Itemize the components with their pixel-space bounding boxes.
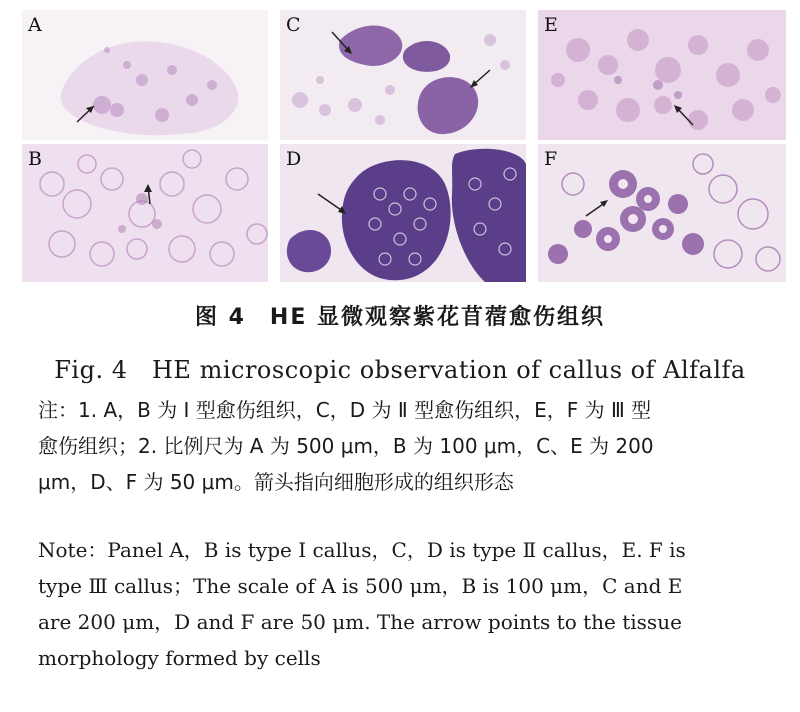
panel-label: D: [286, 148, 302, 170]
micrograph-b: [22, 144, 268, 282]
note-chinese: [38, 392, 768, 500]
panel-label: E: [544, 14, 558, 36]
micrograph-e: [538, 10, 786, 140]
figure-caption-english: Fig. 4 HE microscopic observation of callus of Alfalfa: [54, 356, 746, 384]
panel-label: F: [544, 148, 558, 170]
figure-caption-chinese: 图 4 HE 显微观察紫花苜蓿愈伤组织: [194, 305, 606, 330]
panel-e: [538, 10, 786, 140]
note-line: 愈伤组织；2. 比例尺为 A 为 500 μm，B 为 100 μm，C、E 为 200: [38, 434, 654, 458]
panel-label: B: [28, 148, 42, 170]
panel-f: [538, 144, 786, 282]
note-line: are 200 μm，D and F are 50 μm. The arrow points to the tissue: [38, 610, 682, 634]
note-line: Note：Panel A，B is type Ⅰ callus，C，D is type Ⅱ callus，E. F is: [38, 538, 686, 562]
micrograph-a: [22, 10, 268, 140]
panel-label: C: [286, 14, 301, 36]
panel-c: [280, 10, 526, 140]
micrograph-f: [538, 144, 786, 282]
note-line: type Ⅲ callus；The scale of A is 500 μm，B is 100 μm，C and E: [38, 574, 683, 598]
panel-b: [22, 144, 268, 282]
micrograph-d: [280, 144, 526, 282]
panel-label: A: [28, 14, 42, 36]
note-line: morphology formed by cells: [38, 646, 321, 670]
note-line: μm，D、F 为 50 μm。箭头指向细胞形成的组织形态: [38, 470, 514, 494]
note-line: 注：1. A，B 为 Ⅰ 型愈伤组织，C，D 为 Ⅱ 型愈伤组织，E，F 为 Ⅲ 型: [38, 398, 652, 422]
micrograph-c: [280, 10, 526, 140]
figure-panels: [22, 10, 786, 282]
panel-d: [280, 144, 526, 282]
panel-a: [22, 10, 268, 140]
note-english: [38, 532, 774, 676]
